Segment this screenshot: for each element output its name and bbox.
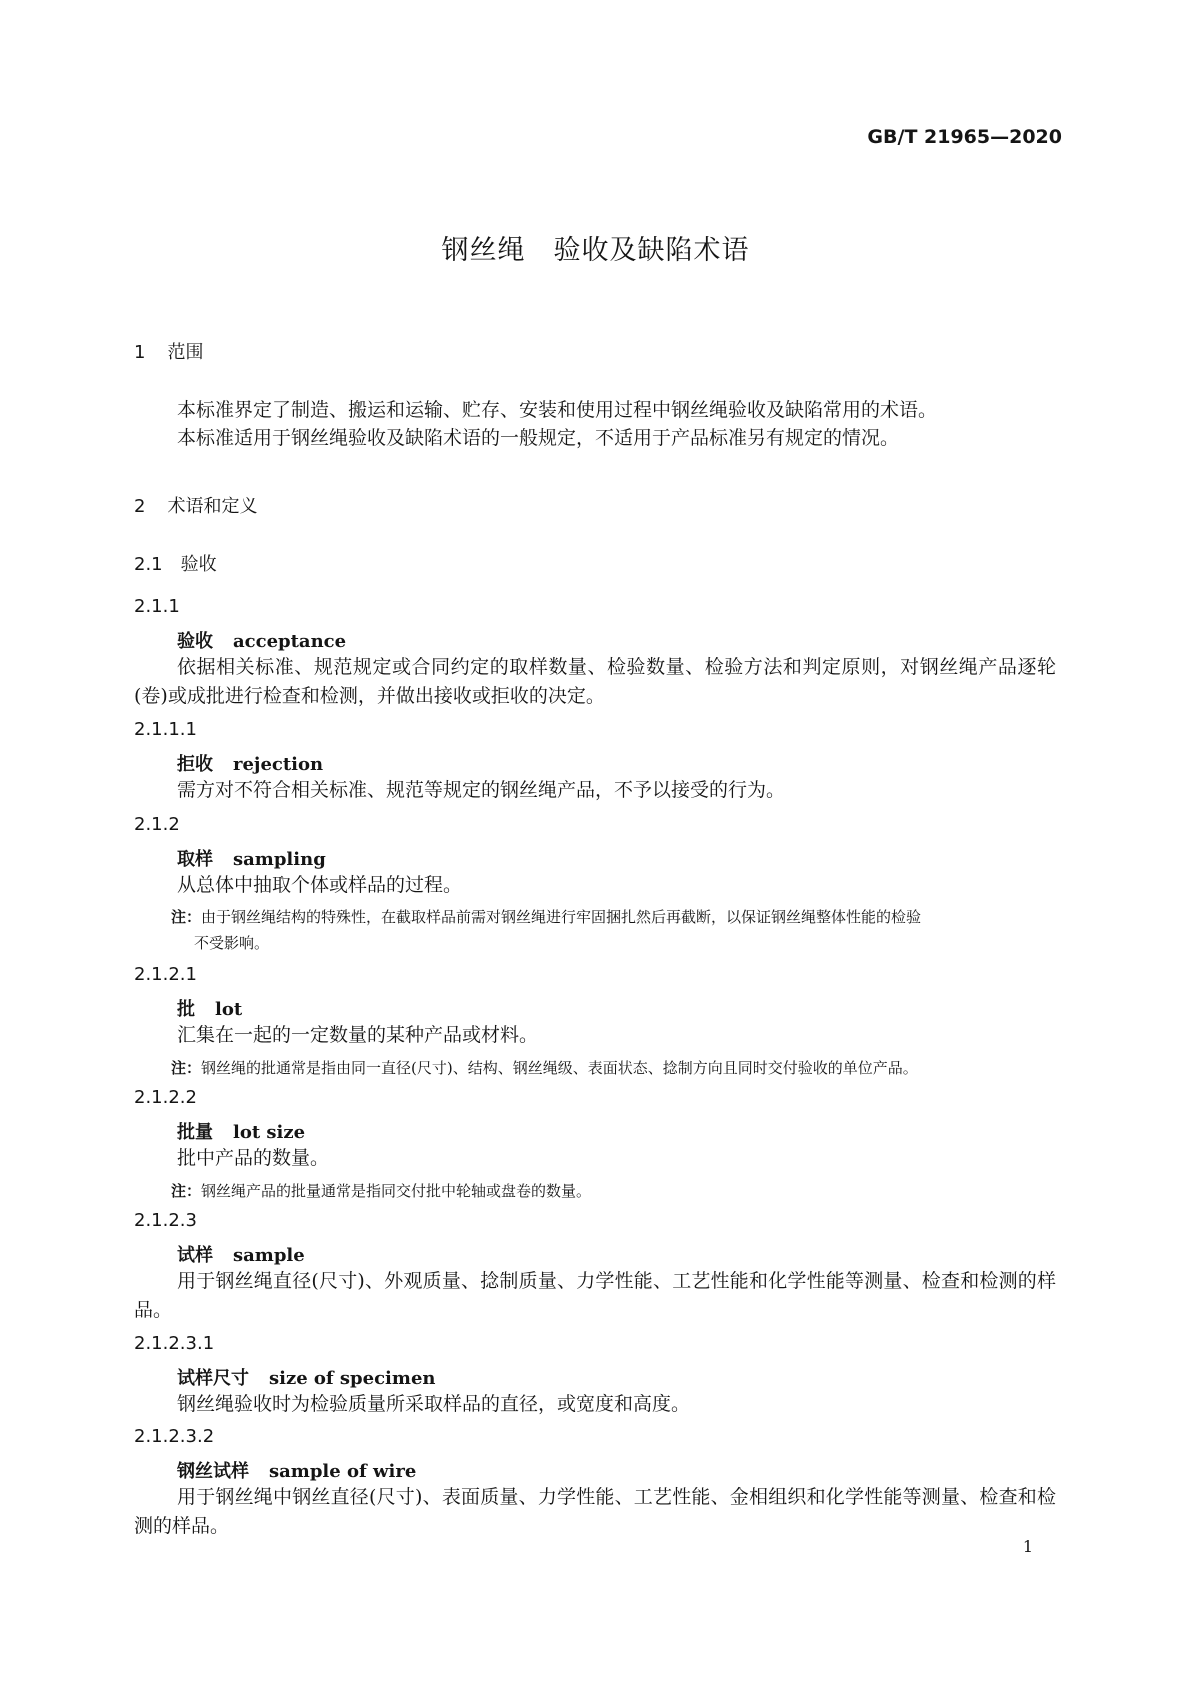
document-code: GB/T 21965—2020	[867, 126, 1062, 148]
term-zh: 验收	[177, 631, 213, 652]
term-note	[171, 904, 1061, 930]
note-text: 钢丝绳的批通常是指由同一直径(尺寸)、结构、钢丝绳级、表面状态、捻制方向且同时交付验收的单位产品。	[201, 1059, 918, 1077]
term-en: lot	[215, 999, 243, 1020]
section-2-1-heading	[134, 550, 217, 576]
term-en: size of specimen	[269, 1368, 436, 1389]
note-text: 钢丝绳产品的批量通常是指同交付批中轮轴或盘卷的数量。	[201, 1182, 592, 1200]
term-definition: 用于钢丝绳中钢丝直径(尺寸)、表面质量、力学性能、工艺性能、金相组织和化学性能等测量、检查和检测的样品。	[134, 1486, 1056, 1537]
section-title: 范围	[167, 342, 204, 363]
term-zh: 批	[177, 999, 195, 1020]
document-title: 钢丝绳 验收及缺陷术语	[441, 235, 750, 266]
term-number: 2.1.2	[134, 814, 180, 835]
term-definition: 用于钢丝绳直径(尺寸)、外观质量、捻制质量、力学性能、工艺性能和化学性能等测量、检查和检测的样品。	[134, 1270, 1056, 1321]
term-heading	[177, 1118, 305, 1144]
term-zh: 试样	[177, 1245, 213, 1266]
term-zh: 试样尺寸	[177, 1368, 249, 1389]
term-number: 2.1.2.1	[134, 964, 197, 985]
term-number: 2.1.2.3	[134, 1210, 197, 1231]
term-en: sample of wire	[269, 1461, 417, 1482]
term-definition: 汇集在一起的一定数量的某种产品或材料。	[177, 1024, 539, 1046]
term-zh: 钢丝试样	[177, 1461, 249, 1482]
term-note	[171, 1178, 1061, 1204]
term-en: rejection	[233, 754, 324, 775]
term-definition: 钢丝绳验收时为检验质量所采取样品的直径，或宽度和高度。	[177, 1393, 691, 1415]
term-number: 2.1.1.1	[134, 719, 197, 740]
term-zh: 取样	[177, 849, 213, 870]
section-1-paragraph-1: 本标准界定了制造、搬运和运输、贮存、安装和使用过程中钢丝绳验收及缺陷常用的术语。	[177, 399, 938, 421]
term-note-continuation	[171, 930, 1061, 956]
page-number: 1	[1022, 1537, 1033, 1556]
term-number: 2.1.2.3.1	[134, 1333, 215, 1354]
term-en: acceptance	[233, 631, 347, 652]
note-text: 由于钢丝绳结构的特殊性，在截取样品前需对钢丝绳进行牢固捆扎然后再截断，以保证钢丝绳整体性能的检验	[201, 908, 922, 926]
term-heading	[177, 750, 323, 776]
term-number: 2.1.2.2	[134, 1087, 197, 1108]
term-definition: 批中产品的数量。	[177, 1147, 330, 1169]
term-heading	[177, 1241, 305, 1267]
term-heading	[177, 627, 346, 653]
term-number: 2.1.1	[134, 596, 180, 617]
term-en: sample	[233, 1245, 305, 1266]
section-1-heading	[134, 338, 203, 364]
note-label: 注：	[171, 1059, 202, 1077]
section-title: 术语和定义	[167, 496, 258, 517]
note-text: 不受影响。	[194, 934, 270, 952]
term-heading	[177, 995, 242, 1021]
section-number: 2.1	[134, 554, 163, 575]
section-number: 1	[134, 342, 146, 363]
term-definition: 需方对不符合相关标准、规范等规定的钢丝绳产品，不予以接受的行为。	[177, 779, 786, 801]
term-definition: 从总体中抽取个体或样品的过程。	[177, 874, 463, 896]
note-label: 注：	[171, 908, 202, 926]
term-heading	[177, 1457, 416, 1483]
term-number: 2.1.2.3.2	[134, 1426, 215, 1447]
term-zh: 拒收	[177, 754, 213, 775]
term-en: lot size	[233, 1122, 306, 1143]
term-heading	[177, 845, 326, 871]
section-number: 2	[134, 496, 146, 517]
term-heading	[177, 1364, 435, 1390]
term-en: sampling	[233, 849, 326, 870]
section-2-heading	[134, 492, 257, 518]
term-note	[171, 1055, 1061, 1081]
term-definition: 依据相关标准、规范规定或合同约定的取样数量、检验数量、检验方法和判定原则，对钢丝绳产品逐轮(卷)或成批进行检查和检测，并做出接收或拒收的决定。	[134, 656, 1056, 707]
section-title: 验收	[180, 554, 217, 575]
section-1-paragraph-2: 本标准适用于钢丝绳验收及缺陷术语的一般规定，不适用于产品标准另有规定的情况。	[177, 427, 900, 449]
note-label: 注：	[171, 1182, 202, 1200]
term-zh: 批量	[177, 1122, 213, 1143]
